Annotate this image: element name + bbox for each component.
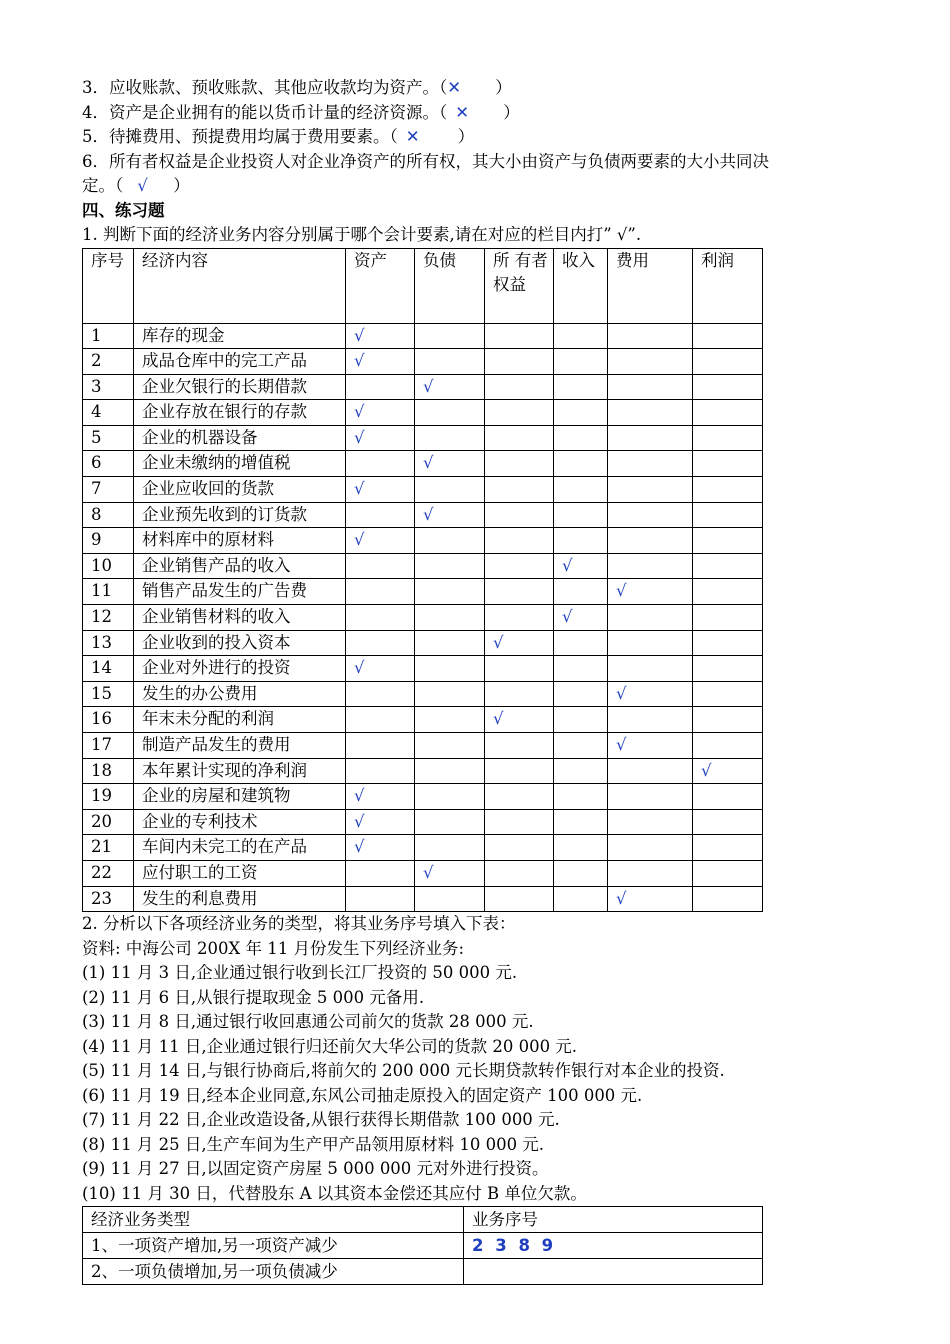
check-mark-icon: √ [693, 758, 763, 784]
empty-cell [693, 835, 763, 861]
empty-cell [608, 809, 693, 835]
empty-cell [608, 758, 693, 784]
column-header-liabilities: 负债 [415, 248, 485, 323]
empty-cell [554, 630, 608, 656]
empty-cell [554, 502, 608, 528]
empty-cell [693, 886, 763, 912]
empty-cell [693, 451, 763, 477]
empty-cell [415, 681, 485, 707]
check-mark-icon: √ [608, 733, 693, 759]
row-content: 本年累计实现的净利润 [134, 758, 346, 784]
empty-cell [608, 374, 693, 400]
empty-cell [415, 349, 485, 375]
check-mark-icon: √ [554, 553, 608, 579]
empty-cell [554, 477, 608, 503]
cross-mark-icon: ✕ [447, 78, 462, 97]
empty-cell [415, 656, 485, 682]
row-number: 22 [83, 860, 134, 886]
table-header-row [83, 1207, 763, 1233]
judgment-text: 3．应收账款、预收账款、其他应收款均为资产。（ [82, 78, 448, 97]
table-row [83, 835, 763, 861]
table-row [83, 477, 763, 503]
empty-cell [485, 681, 554, 707]
judgment-close: ） [173, 176, 190, 195]
empty-cell [415, 528, 485, 554]
empty-cell [415, 630, 485, 656]
empty-cell [608, 528, 693, 554]
column-header-expenses: 费用 [608, 248, 693, 323]
table-header-row [83, 248, 763, 323]
empty-cell [554, 656, 608, 682]
empty-cell [485, 528, 554, 554]
empty-cell [554, 733, 608, 759]
column-header-seq: 业务序号 [464, 1207, 763, 1233]
empty-cell [485, 349, 554, 375]
transaction-seq-cell: 2 3 8 9 [464, 1233, 763, 1259]
empty-cell [608, 425, 693, 451]
table-row [83, 1233, 763, 1259]
row-content: 企业的房屋和建筑物 [134, 784, 346, 810]
table-row [83, 707, 763, 733]
check-mark-icon: √ [415, 451, 485, 477]
transaction-type-cell: 1、一项资产增加,另一项资产减少 [83, 1233, 464, 1259]
empty-cell [346, 502, 415, 528]
empty-cell [485, 425, 554, 451]
list-item: (4) 11 月 11 日,企业通过银行归还前欠大华公司的货款 20 000 元. [82, 1036, 578, 1056]
empty-cell [415, 579, 485, 605]
empty-cell [554, 860, 608, 886]
row-number: 11 [83, 579, 134, 605]
empty-cell [415, 605, 485, 631]
empty-cell [693, 579, 763, 605]
table-row [83, 733, 763, 759]
check-mark-icon: √ [346, 477, 415, 503]
empty-cell [415, 400, 485, 426]
cross-mark-icon: ✕ [455, 102, 470, 122]
empty-cell [485, 784, 554, 810]
row-number: 23 [83, 886, 134, 912]
table-row [83, 605, 763, 631]
judgment-text: 6．所有者权益是企业投资人对企业净资产的所有权，其大小由资产与负债两要素的大小共同决 [82, 151, 769, 171]
empty-cell [415, 553, 485, 579]
empty-cell [485, 579, 554, 605]
empty-cell [485, 860, 554, 886]
empty-cell [346, 886, 415, 912]
row-number: 12 [83, 605, 134, 631]
row-number: 4 [83, 400, 134, 426]
empty-cell [415, 758, 485, 784]
empty-cell [608, 656, 693, 682]
accounting-elements-table [82, 248, 763, 913]
check-mark-icon: √ [346, 809, 415, 835]
row-number: 19 [83, 784, 134, 810]
empty-cell [485, 553, 554, 579]
empty-cell [693, 502, 763, 528]
empty-cell [693, 349, 763, 375]
empty-cell [485, 809, 554, 835]
empty-cell [554, 784, 608, 810]
row-number: 5 [83, 425, 134, 451]
row-number: 20 [83, 809, 134, 835]
row-number: 1 [83, 323, 134, 349]
table-row [83, 681, 763, 707]
check-mark-icon: √ [137, 176, 148, 195]
row-number: 15 [83, 681, 134, 707]
table-row [83, 1259, 763, 1285]
check-mark-icon: √ [346, 784, 415, 810]
row-content: 企业收到的投入资本 [134, 630, 346, 656]
empty-cell [485, 502, 554, 528]
judgment-item-6-line1 [82, 150, 892, 175]
empty-cell [608, 835, 693, 861]
list-item: (8) 11 月 25 日,生产车间为生产甲产品领用原材料 10 000 元. [82, 1134, 545, 1154]
row-content: 应付职工的工资 [134, 860, 346, 886]
table-row [83, 784, 763, 810]
empty-cell [693, 860, 763, 886]
judgment-close: ） [457, 127, 475, 146]
judgment-item-6-line2 [82, 174, 892, 199]
empty-cell [693, 809, 763, 835]
list-item: (2) 11 月 6 日,从银行提取现金 5 000 元备用. [82, 987, 425, 1007]
empty-cell [485, 477, 554, 503]
empty-cell [485, 451, 554, 477]
empty-cell [693, 528, 763, 554]
check-mark-icon: √ [346, 528, 415, 554]
table-row [83, 349, 763, 375]
row-content: 企业对外进行的投资 [134, 656, 346, 682]
list-item: (5) 11 月 14 日,与银行协商后,将前欠的 200 000 元长期贷款转作银行对本企业的投资. [82, 1061, 725, 1081]
empty-cell [693, 425, 763, 451]
judgment-close: ） [503, 102, 520, 122]
empty-cell [608, 630, 693, 656]
row-content: 企业应收回的货款 [134, 477, 346, 503]
row-content: 年末未分配的利润 [134, 707, 346, 733]
exercise1-prompt: 1. 判断下面的经济业务内容分别属于哪个会计要素,请在对应的栏目内打” √”. [82, 225, 642, 244]
row-number: 3 [83, 374, 134, 400]
check-mark-icon: √ [415, 502, 485, 528]
list-item: (3) 11 月 8 日,通过银行收回惠通公司前欠的货款 28 000 元. [82, 1012, 534, 1032]
empty-cell [693, 400, 763, 426]
cross-mark-icon: ✕ [405, 127, 420, 146]
table-row [83, 579, 763, 605]
empty-cell [346, 733, 415, 759]
check-mark-icon: √ [346, 425, 415, 451]
empty-cell [693, 323, 763, 349]
check-mark-icon: √ [608, 681, 693, 707]
row-content: 企业销售材料的收入 [134, 605, 346, 631]
judgment-close: ） [495, 78, 512, 97]
column-header-content: 经济内容 [134, 248, 346, 323]
row-number: 16 [83, 707, 134, 733]
empty-cell [554, 579, 608, 605]
empty-cell [693, 605, 763, 631]
judgment-item [82, 101, 892, 126]
empty-cell [608, 477, 693, 503]
exercise2-material-intro: 资料: 中海公司 200X 年 11 月份发生下列经济业务: [82, 938, 465, 958]
row-content: 企业的专利技术 [134, 809, 346, 835]
empty-cell [608, 605, 693, 631]
table-row [83, 553, 763, 579]
check-mark-icon: √ [346, 400, 415, 426]
table-row [83, 374, 763, 400]
table-row [83, 400, 763, 426]
row-number: 7 [83, 477, 134, 503]
empty-cell [554, 835, 608, 861]
empty-cell [554, 374, 608, 400]
check-mark-icon: √ [608, 886, 693, 912]
document-page [82, 76, 892, 1285]
empty-cell [608, 323, 693, 349]
list-item: (9) 11 月 27 日,以固定资产房屋 5 000 000 元对外进行投资。 [82, 1159, 549, 1179]
empty-cell [554, 528, 608, 554]
empty-cell [346, 860, 415, 886]
row-number: 2 [83, 349, 134, 375]
empty-cell [608, 707, 693, 733]
column-header-revenue: 收入 [554, 248, 608, 323]
empty-cell [608, 860, 693, 886]
empty-cell [554, 809, 608, 835]
table-row [83, 425, 763, 451]
row-content: 库存的现金 [134, 323, 346, 349]
empty-cell [485, 605, 554, 631]
row-content: 成品仓库中的完工产品 [134, 349, 346, 375]
judgment-text: 定。（ [82, 176, 124, 195]
empty-cell [415, 425, 485, 451]
check-mark-icon: √ [554, 605, 608, 631]
empty-cell [554, 323, 608, 349]
empty-cell [693, 784, 763, 810]
empty-cell [346, 630, 415, 656]
list-item: (7) 11 月 22 日,企业改造设备,从银行获得长期借款 100 000 元. [82, 1110, 560, 1130]
check-mark-icon: √ [415, 374, 485, 400]
exercise2-prompt: 2. 分析以下各项经济业务的类型，将其业务序号填入下表： [82, 914, 516, 934]
check-mark-icon: √ [415, 860, 485, 886]
empty-cell [693, 707, 763, 733]
row-content: 发生的利息费用 [134, 886, 346, 912]
row-number: 14 [83, 656, 134, 682]
empty-cell [693, 553, 763, 579]
empty-cell [485, 886, 554, 912]
empty-cell [608, 784, 693, 810]
empty-cell [693, 733, 763, 759]
empty-cell [415, 784, 485, 810]
empty-cell [608, 349, 693, 375]
empty-cell [608, 400, 693, 426]
row-content: 企业的机器设备 [134, 425, 346, 451]
check-mark-icon: √ [485, 707, 554, 733]
empty-cell [608, 451, 693, 477]
table-body [83, 323, 763, 912]
row-number: 10 [83, 553, 134, 579]
check-mark-icon: √ [608, 579, 693, 605]
row-content: 发生的办公费用 [134, 681, 346, 707]
empty-cell [693, 656, 763, 682]
row-content: 材料库中的原材料 [134, 528, 346, 554]
column-header-no: 序号 [83, 248, 134, 323]
empty-cell [485, 758, 554, 784]
check-mark-icon: √ [346, 835, 415, 861]
empty-cell [346, 553, 415, 579]
empty-cell [485, 733, 554, 759]
empty-cell [554, 400, 608, 426]
empty-cell [608, 502, 693, 528]
column-header-assets: 资产 [346, 248, 415, 323]
row-content: 企业存放在银行的存款 [134, 400, 346, 426]
empty-cell [554, 758, 608, 784]
table-row [83, 451, 763, 477]
row-number: 6 [83, 451, 134, 477]
empty-cell [415, 733, 485, 759]
row-number: 18 [83, 758, 134, 784]
table-row [83, 809, 763, 835]
transaction-seq-cell [464, 1259, 763, 1285]
empty-cell [554, 681, 608, 707]
column-header-type: 经济业务类型 [83, 1207, 464, 1233]
transaction-list [82, 961, 892, 1206]
empty-cell [693, 374, 763, 400]
empty-cell [346, 707, 415, 733]
empty-cell [346, 579, 415, 605]
empty-cell [554, 451, 608, 477]
table-row [83, 323, 763, 349]
list-item: (10) 11 月 30 日，代替股东 A 以其资本金偿还其应付 B 单位欠款。 [82, 1183, 587, 1203]
column-header-profit: 利润 [693, 248, 763, 323]
row-content: 企业预先收到的订货款 [134, 502, 346, 528]
row-content: 车间内未完工的在产品 [134, 835, 346, 861]
judgment-item [82, 125, 892, 150]
column-header-equity: 所 有者 权益 [485, 248, 554, 323]
empty-cell [485, 835, 554, 861]
row-number: 17 [83, 733, 134, 759]
empty-cell [415, 707, 485, 733]
empty-cell [554, 707, 608, 733]
list-item: (1) 11 月 3 日,企业通过银行收到长江厂投资的 50 000 元. [82, 963, 518, 983]
judgment-text: 4．资产是企业拥有的能以货币计量的经济资源。（ [82, 102, 448, 122]
empty-cell [415, 886, 485, 912]
empty-cell [415, 809, 485, 835]
row-content: 企业未缴纳的增值税 [134, 451, 346, 477]
empty-cell [693, 630, 763, 656]
row-content: 销售产品发生的广告费 [134, 579, 346, 605]
empty-cell [554, 349, 608, 375]
check-mark-icon: √ [346, 656, 415, 682]
empty-cell [415, 835, 485, 861]
transaction-type-table [82, 1206, 763, 1285]
row-number: 21 [83, 835, 134, 861]
row-content: 企业欠银行的长期借款 [134, 374, 346, 400]
empty-cell [346, 451, 415, 477]
list-item: (6) 11 月 19 日,经本企业同意,东风公司抽走原投入的固定资产 100 000 元. [82, 1085, 643, 1105]
check-mark-icon: √ [346, 323, 415, 349]
table-row [83, 656, 763, 682]
empty-cell [346, 758, 415, 784]
empty-cell [346, 681, 415, 707]
judgment-text: 5．待摊费用、预提费用均属于费用要素。（ [82, 127, 398, 146]
row-number: 13 [83, 630, 134, 656]
empty-cell [415, 323, 485, 349]
empty-cell [485, 374, 554, 400]
row-content: 企业销售产品的收入 [134, 553, 346, 579]
empty-cell [693, 477, 763, 503]
empty-cell [415, 477, 485, 503]
row-number: 8 [83, 502, 134, 528]
table-row [83, 528, 763, 554]
transaction-type-cell: 2、一项负债增加,另一项负债减少 [83, 1259, 464, 1285]
empty-cell [554, 425, 608, 451]
empty-cell [554, 886, 608, 912]
row-content: 制造产品发生的费用 [134, 733, 346, 759]
section-heading: 四、练习题 [82, 200, 165, 220]
table-row [83, 630, 763, 656]
table-row [83, 886, 763, 912]
empty-cell [346, 374, 415, 400]
empty-cell [485, 400, 554, 426]
judgment-item [82, 76, 892, 101]
table-row [83, 860, 763, 886]
empty-cell [608, 553, 693, 579]
empty-cell [485, 323, 554, 349]
table-row [83, 758, 763, 784]
row-number: 9 [83, 528, 134, 554]
check-mark-icon: √ [485, 630, 554, 656]
empty-cell [693, 681, 763, 707]
table-row [83, 502, 763, 528]
check-mark-icon: √ [346, 349, 415, 375]
empty-cell [346, 605, 415, 631]
empty-cell [485, 656, 554, 682]
